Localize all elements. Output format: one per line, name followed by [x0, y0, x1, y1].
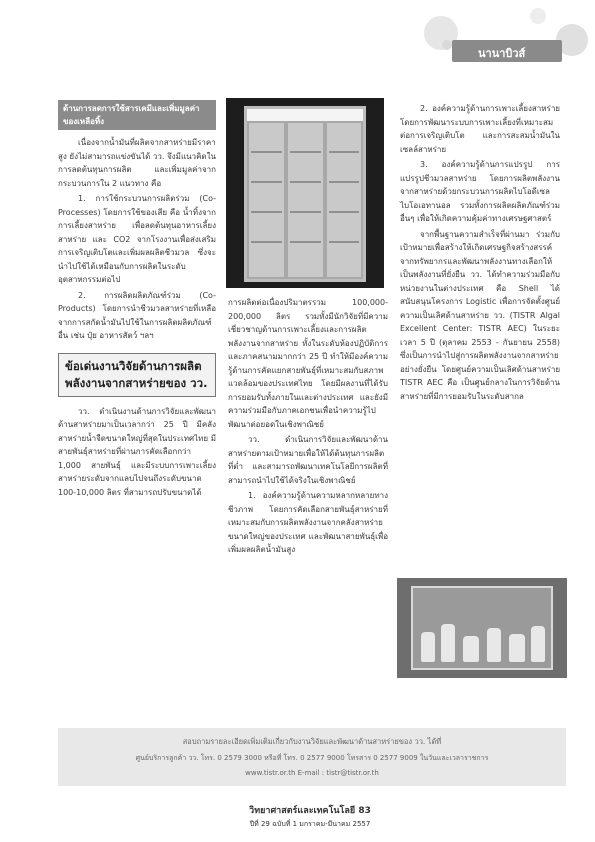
culture-chamber [411, 586, 553, 670]
magazine-name-page-number: วิทยาศาสตร์และเทคโนโลยี 83 [249, 806, 371, 816]
fridge-door [247, 121, 286, 279]
fridge-door [325, 121, 363, 279]
page-footer [230, 803, 390, 830]
fridge-frame [244, 106, 366, 282]
paragraph: 2. การผลิตผลิตภัณฑ์ร่วม (Co-Products) โดยการนำชีวมวลสาหร่ายที่เหลือจากการสกัดน้ำมันไปใช้ในการผลิตผลิตภัณฑ์อื่น เช่น ปุ๋ย อาหารสัตว์ ฯลฯ [58, 290, 216, 340]
issue-info: ปีที่ 29 ฉบับที่ 1 มกราคม-มีนาคม 2557 [249, 820, 371, 828]
paragraph: 1. องค์ความรู้ด้านความหลากหลายทางชีวภาพ โดยการคัดเลือกสายพันธุ์สาหร่ายที่เหมาะสมกับการผลิตพลังงานจากคลังสาหร่ายขนาดใหญ่ของประเทศ และพัฒนาสายพันธุ์เพื่อเพิ่มผลผลิตน้ำมันสูง [228, 491, 388, 554]
article-column-1 [58, 100, 216, 501]
paragraph: เนื่องจากน้ำมันที่ผลิตจากสาหร่ายมีราคาสูง ยังไม่สามารถแข่งขันได้ วว. จึงมีแนวคิดในการลดต้นทุนการผลิต และเพิ่มมูลค่าจากกระบวนการใน 2 แนวทาง คือ [58, 138, 216, 188]
fridge-top-panel [247, 109, 363, 121]
header-circle-decoration [530, 8, 546, 24]
fridge-door [286, 121, 325, 279]
paragraph: 2. องค์ความรู้ด้านการเพาะเลี้ยงสาหร่าย โดยการพัฒนาระบบการเพาะเลี้ยงที่เหมาะสมต่อการเจริญเติบโต และการสะสมน้ำมันในเซลล์สาหร่าย [400, 104, 560, 154]
paragraph: จากพื้นฐานความสำเร็จที่ผ่านมา ร่วมกับเป้าหมายเพื่อสร้างให้เกิดเศรษฐกิจสร้างสรรค์จากทรัพยากรและพัฒนาพลังงานทางเลือกให้เป็นพลังงานที่ยั่งยืน วว. ได้ทำความร่วมมือกับหน่วยงานในต่างประเทศ คือ Shell ได้สนับสนุนโครงการ Logistic เพื่อการจัดตั้งศูนย์ความเป็นเลิศด้านสาหร่าย วว. (TISTR Algal Excellent Center: TISTR AEC) ในระยะเวลา 5 ปี (ตุลาคม 2553 - กันยายน 2558) ซึ่งเป็นการนำไปสู่การผลิตพลังงานจากสาหร่ายอย่างยั่งยืน โดยศูนย์ความเป็นเลิศด้านสาหร่าย TISTR AEC คือ เป็นศูนย์กลางในการวิจัยด้านสาหร่ายที่มีการยอมรับในระดับสากล [400, 229, 560, 401]
paragraph: การผลิตต่อเนื่องปริมาตรรวม 100,000-200,000 ลิตร รวมทั้งมีนักวิจัยที่มีความเชี่ยวชาญด้านการเพาะเลี้ยงและการผลิตพลังงานจากสาหร่าย ทั้งในระดับห้องปฏิบัติการและภาคสนามมากกว่า 25 ปี ทำให้มีองค์ความรู้ด้านการคัดแยกสายพันธุ์ที่เหมาะสมกับสภาพแวดล้อมของประเทศไทย โดยมีผลงานที่ได้รับการยอมรับทั้งภายในและต่างประเทศ และยังมีความร่วมมือกับภาคเอกชนเพื่อนำความรู้ไปพัฒนาต่อยอดในเชิงพาณิชย์ [228, 298, 388, 429]
article-column-2 [228, 296, 388, 559]
section-heading: ด้านการลดการใช้สารเคมีและเพิ่มมูลค่าของเหลือทิ้ง [58, 100, 216, 130]
contact-phone: ศูนย์บริการลูกค้า วว. โทร. 0 2579 3000 หรือที่ โทร. 0 2577 9000 โทรสาร 0 2577 9009 ในวันและเวลาราชการ [135, 754, 489, 762]
paragraph: วว. ดำเนินการวิจัยและพัฒนาด้านสาหร่ายตามเป้าหมายเพื่อให้ได้ต้นทุนการผลิตที่ต่ำ และสามารถพัฒนาเทคโนโลยีการผลิตที่สามารถนำไปใช้ได้จริงในเชิงพาณิชย์ [228, 435, 388, 485]
section-tab: นานาบิวส์ [452, 40, 562, 62]
contact-intro: สอบถามรายละเอียดเพิ่มเติมเกี่ยวกับงานวิจัยและพัฒนาด้านสาหร่ายของ วว. ได้ที่ [182, 737, 442, 746]
contact-web: www.tistr.or.th E-mail : tistr@tistr.or.th [245, 769, 379, 777]
highlight-heading: ข้อเด่นงานวิจัยด้านการผลิตพลังงานจากสาหร่ายของ วว. [58, 353, 216, 397]
header-circle-decoration [442, 40, 452, 50]
article-column-3 [400, 102, 560, 405]
contact-banner [58, 728, 566, 786]
algae-storage-fridge-photo [226, 98, 384, 288]
algae-culture-lab-photo [397, 578, 567, 678]
paragraph: วว. ดำเนินงานด้านการวิจัยและพัฒนาด้านสาหร่ายมาเป็นเวลากว่า 25 ปี มีคลังสาหร่ายน้ำจืดขนาดใหญ่ที่สุดในประเทศไทย มีสายพันธุ์สาหร่ายที่ผ่านการคัดเลือกกว่า 1,000 สายพันธุ์ และมีระบบการเพาะเลี้ยงสาหร่ายระดับจากแลบไปจนถึงระดับขนาด 100-10,000 ลิตร ที่สามารถปรับขนาดได้ [58, 406, 216, 497]
paragraph: 1. การใช้กระบวนการผลิตร่วม (Co-Processes) โดยการใช้ของเสีย คือ น้ำทิ้งจากการเลี้ยงสาหร่าย เพื่อลดต้นทุนอาหารเลี้ยงสาหร่าย และ CO2 จากโรงงานเพื่อส่งเสริมการเจริญเติบโตและเพิ่มผลผลิตชีวมวล ซึ่งจะนำไปใช้ได้เหมือนกับการผลิตในระดับอุตสาหกรรมต่อไป [58, 194, 216, 284]
paragraph: 3. องค์ความรู้ด้านการแปรรูป การแปรรูปชีวมวลสาหร่าย โดยการผลิตพลังงานจากสาหร่ายด้วยกระบวนการผลิตไบโอดีเซล ไบโอเอทานอล รวมทั้งการผลิตผลิตภัณฑ์ร่วมอื่นๆ เพื่อให้เกิดความคุ้มค่าทางเศรษฐศาสตร์ [400, 160, 560, 223]
